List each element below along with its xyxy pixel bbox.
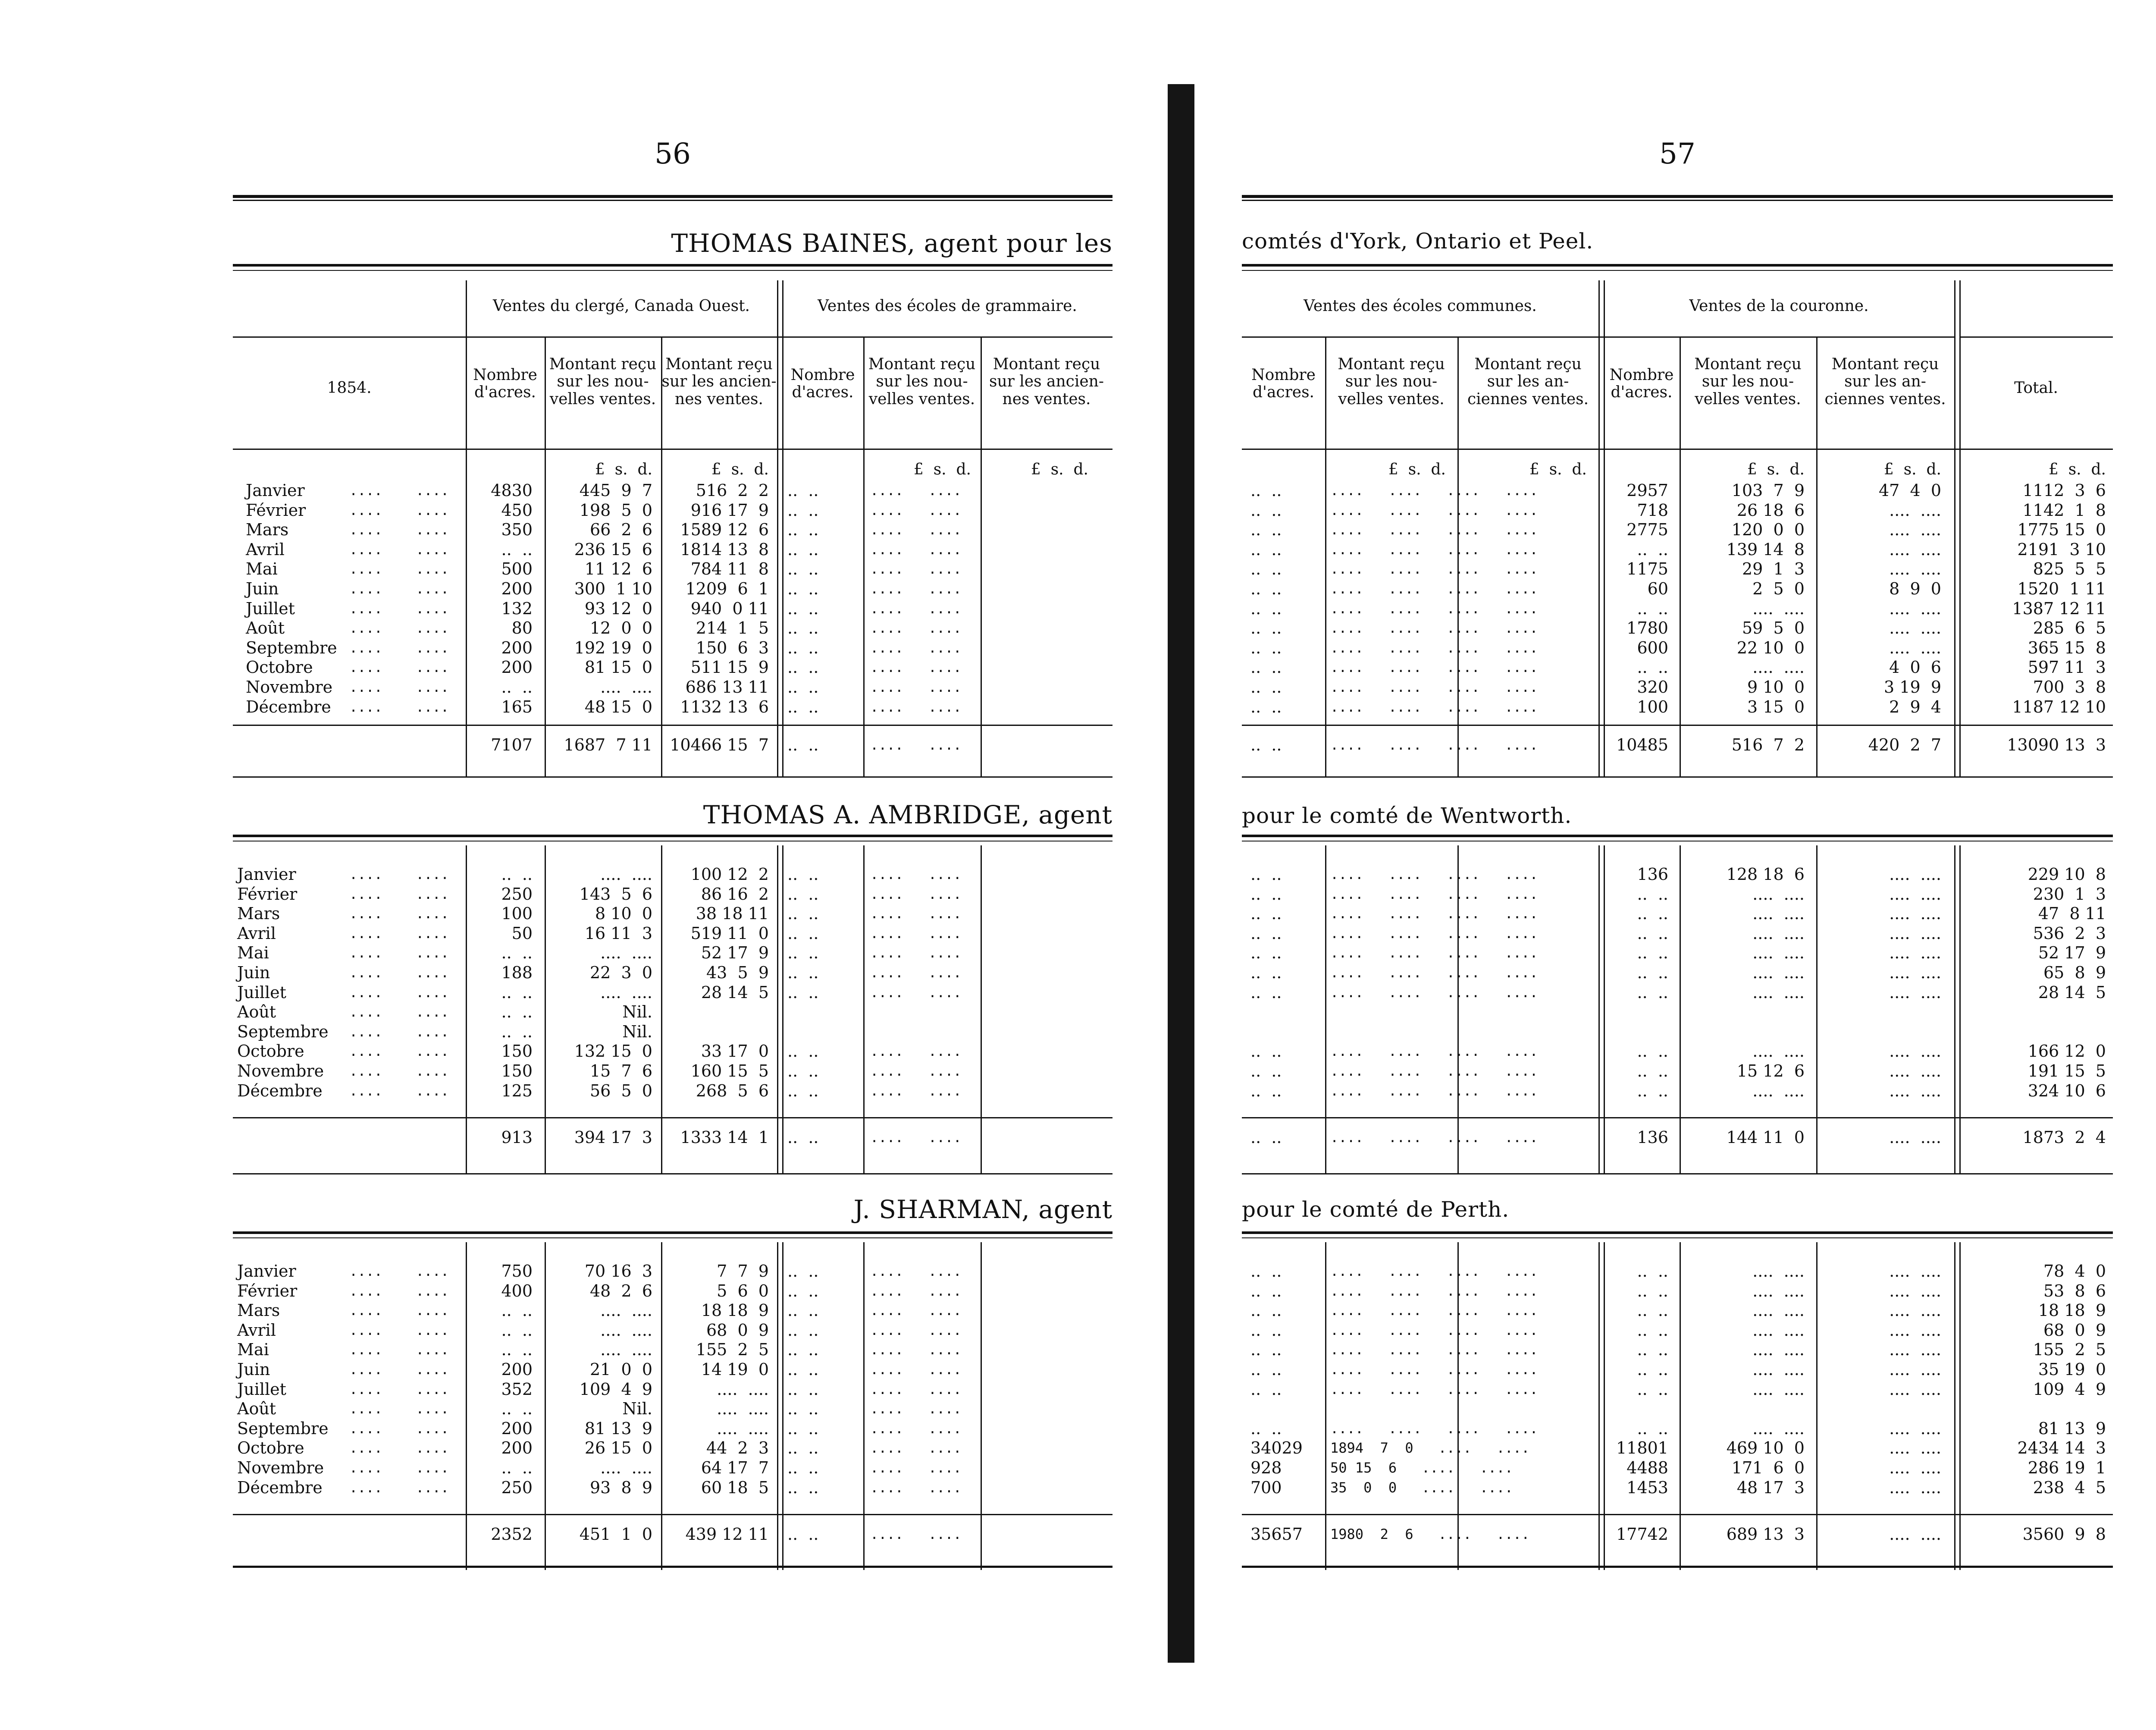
common-values-column: .... .... .... .... .... .... .... .... .... .... .... .... .... .... .... .... .... .... .... .... .... .... .... .... .... .... .... .... .... .... .... .... .... .... .... .... .... .... .... .... xyxy=(1330,866,1538,1099)
common-values-column: .... .... .... .... .... .... .... .... .... .... .... .... .... .... .... .... .... .... .... .... .... .... .... .... .... .... .... .... .... .... .... .... .... .... .... .... .... .... .... .... .... .... .... .... .... .... .... .... xyxy=(1330,482,1538,715)
common-acres-column: .. .. .. .. .. .. .. .. .. .. .. .. .. .. .. .. .. .. .. .. .. .. .. .. xyxy=(1250,481,1282,716)
crown-old-sales-column: 47 4 0 .... .... .... .... .... .... .... .... 8 9 0 .... .... .... .... .... .... 4 0 6 3 19 9 2 9 4 xyxy=(1878,481,1941,716)
table-header xyxy=(1242,280,2113,450)
crown-acres-column: 136 .. .. .. .. .. .. .. .. .. .. .. .. .. .. .. .. .. .. xyxy=(1637,865,1668,1100)
rule xyxy=(233,1173,1112,1174)
group-header-grammar: Ventes des écoles de grammaire. xyxy=(818,297,1077,315)
total-rule xyxy=(1242,1117,2113,1118)
grammar-acres-column: .. .. .. .. .. .. .. .. .. .. .. .. .. .. .. .. .. .. .. .. .. .. .. .. xyxy=(787,1262,819,1497)
common-acres-column: .. .. .. .. .. .. .. .. .. .. .. .. .. .. .. .. .. .. .. .. xyxy=(1250,865,1282,1100)
rule xyxy=(233,195,1112,201)
total-rule xyxy=(233,1514,1112,1515)
total-crown-new-sales: 689 13 3 xyxy=(1726,1525,1805,1544)
year-header: 1854. xyxy=(327,379,372,397)
acres-column: 4830 450 350 .. .. 500 200 132 80 200 200 .. .. 165 xyxy=(491,481,533,716)
total-header: Total. xyxy=(2014,379,2058,397)
total-new-sales: 394 17 3 xyxy=(574,1128,652,1147)
new-sales-column: 70 16 3 48 2 6 .... .... .... .... .... .... 21 0 0 109 4 9 Nil. 81 13 9 26 15 0 .... .... 93 8 9 xyxy=(579,1262,652,1497)
total-new-sales: 451 1 0 xyxy=(579,1525,652,1544)
total-acres: 2352 xyxy=(491,1525,533,1544)
common-acres-column: .. .. .. .. .. .. .. .. .. .. .. .. .. .. .. .. 34029 928 700 xyxy=(1250,1262,1303,1497)
section-title: comtés d'York, Ontario et Peel. xyxy=(1242,229,1594,254)
currency-units: £ s. d. xyxy=(595,461,652,478)
total-crown-old-sales: 420 2 7 xyxy=(1868,735,1941,754)
rule xyxy=(233,776,1112,778)
total-grammar-values: .... .... xyxy=(870,737,962,753)
grammar-values-column: .... .... .... .... .... .... .... .... .... .... .... .... .... .... .... .... .... .... .... .... .... .... .... .... xyxy=(870,482,962,715)
crown-old-sales-column: .... .... .... .... .... .... .... .... .... .... .... .... .... .... .... .... .... .... .... .... xyxy=(1889,865,1941,1100)
total-column: 229 10 8 230 1 3 47 8 11 536 2 3 52 17 9 65 8 9 28 14 5 166 12 0 191 15 5 324 10 6 xyxy=(2028,865,2106,1100)
total-old-sales: 1333 14 1 xyxy=(680,1128,769,1147)
total-crown-new-sales: 144 11 0 xyxy=(1726,1128,1805,1147)
grammar-acres-column: .. .. .. .. .. .. .. .. .. .. .. .. .. .. .. .. .. .. .. .. .. .. .. .. xyxy=(787,481,819,716)
row-leaders: .... .... .... .... .... .... .... .... .... .... .... .... .... .... .... .... .... .... .... .... .... .... .... .... xyxy=(349,866,449,1099)
group-header-clergy: Ventes du clergé, Canada Ouest. xyxy=(493,297,750,315)
month-labels: Janvier Février Mars Avril Mai Juin Juillet Août Septembre Octobre Novembre Décembre xyxy=(237,865,329,1100)
row-leaders: .... .... .... .... .... .... .... .... .... .... .... .... .... .... .... .... .... .... .... .... .... .... .... .... xyxy=(349,482,449,715)
group-header-crown: Ventes de la couronne. xyxy=(1689,297,1869,315)
crown-acres-column: 2957 718 2775 .. .. 1175 60 .. .. 1780 600 .. .. 320 100 xyxy=(1626,481,1668,716)
rule xyxy=(1242,1173,2113,1174)
section-title: THOMAS A. AMBRIDGE, agent xyxy=(703,800,1112,829)
currency-units: £ s. d. xyxy=(1031,461,1088,478)
new-sales-header: Montant reçu sur les nou- velles ventes. xyxy=(1694,355,1802,408)
grammar-acres-column: .. .. .. .. .. .. .. .. .. .. .. .. .. .. .. .. .. .. .. .. xyxy=(787,865,819,1100)
acres-column: 750 400 .. .. .. .. .. .. 200 352 .. .. 200 200 .. .. 250 xyxy=(501,1262,533,1497)
row-leaders: .... .... .... .... .... .... .... .... .... .... .... .... .... .... .... .... .... .... .... .... .... .... .... .... xyxy=(349,1263,449,1496)
total-grammar-acres: .. .. xyxy=(787,1525,819,1544)
month-labels: Janvier Février Mars Avril Mai Juin Juillet Août Septembre Octobre Novembre Décembre xyxy=(237,1262,329,1497)
grand-total: 3560 9 8 xyxy=(2022,1525,2106,1544)
rule xyxy=(1242,195,2113,201)
total-acres: 7107 xyxy=(491,735,533,754)
currency-units: £ s. d. xyxy=(1529,461,1587,478)
total-common-values: .... .... .... .... xyxy=(1330,1129,1538,1146)
total-grammar-values: .... .... xyxy=(870,1526,962,1542)
currency-units: £ s. d. xyxy=(913,461,971,478)
rule xyxy=(233,264,1112,271)
total-rule xyxy=(233,725,1112,726)
grand-total: 1873 2 4 xyxy=(2022,1128,2106,1147)
total-column: 1112 3 6 1142 1 8 1775 15 0 2191 3 10 825 5 5 1520 1 11 1387 12 11 285 6 5 365 15 8 597 11 3 700 3 8 1187 12 10 xyxy=(2012,481,2106,716)
old-sales-column: 516 2 2 916 17 9 1589 12 6 1814 13 8 784 11 8 1209 6 1 940 0 11 214 1 5 150 6 3 511 15 9 686 13 11 1132 13 6 xyxy=(680,481,769,716)
old-sales-column: 100 12 2 86 16 2 38 18 11 519 11 0 52 17 9 43 5 9 28 14 5 33 17 0 160 15 5 268 5 6 xyxy=(690,865,769,1100)
total-column: 78 4 0 53 8 6 18 18 9 68 0 9 155 2 5 35 19 0 109 4 9 81 13 9 2434 14 3 286 19 1 238 4 5 xyxy=(2017,1262,2106,1497)
total-old-sales: 10466 15 7 xyxy=(670,735,769,754)
acres-header: Nombre d'acres. xyxy=(790,366,855,402)
grand-total: 13090 13 3 xyxy=(2007,735,2106,754)
total-crown-acres: 10485 xyxy=(1616,735,1668,754)
total-grammar-values: .... .... xyxy=(870,1129,962,1146)
total-old-sales: 439 12 11 xyxy=(685,1525,769,1544)
total-common-acres: 35657 xyxy=(1250,1525,1303,1544)
section-title: pour le comté de Perth. xyxy=(1242,1197,1510,1222)
total-crown-old-sales: .... .... xyxy=(1889,1128,1941,1147)
total-acres: 913 xyxy=(501,1128,533,1147)
total-common-acres: .. .. xyxy=(1250,1128,1282,1147)
currency-units: £ s. d. xyxy=(711,461,769,478)
total-rule xyxy=(1242,1514,2113,1515)
rule xyxy=(1242,1566,2113,1568)
currency-units: £ s. d. xyxy=(1388,461,1446,478)
table-header xyxy=(233,280,1112,450)
acres-header: Nombre d'acres. xyxy=(1609,366,1674,402)
acres-column: .. .. 250 100 50 .. .. 188 .. .. .. .. .. .. 150 150 125 xyxy=(501,865,533,1100)
crown-new-sales-column: .... .... .... .... .... .... .... .... .... .... .... .... .... .... .... .... 469 10 0 171 6 0 48 17 3 xyxy=(1726,1262,1805,1497)
section-title: THOMAS BAINES, agent pour les xyxy=(671,229,1112,258)
book-spine xyxy=(1168,84,1194,1663)
total-grammar-acres: .. .. xyxy=(787,735,819,754)
grammar-values-column: .... .... .... .... .... .... .... .... .... .... .... .... .... .... .... .... .... .... .... .... .... .... .... .... xyxy=(870,1263,962,1496)
new-sales-header: Montant reçu sur les nou- velles ventes. xyxy=(549,355,657,408)
total-new-sales: 1687 7 11 xyxy=(564,735,652,754)
crown-new-sales-column: 103 7 9 26 18 6 120 0 0 139 14 8 29 1 3 2 5 0 .... .... 59 5 0 22 10 0 .... .... 9 10 0 3 15 0 xyxy=(1726,481,1805,716)
old-sales-header: Montant reçu sur les an- ciennes ventes. xyxy=(1824,355,1946,408)
crown-new-sales-column: 128 18 6 .... .... .... .... .... .... .... .... .... .... .... .... .... .... 15 12 6 .... .... xyxy=(1726,865,1805,1100)
total-common-acres: .. .. xyxy=(1250,735,1282,754)
new-sales-column: .... .... 143 5 6 8 10 0 16 11 3 .... .... 22 3 0 .... .... Nil. Nil. 132 15 0 15 7 6 56 5 0 xyxy=(574,865,652,1100)
total-crown-old-sales: .... .... xyxy=(1889,1525,1941,1544)
rule xyxy=(1242,264,2113,271)
crown-old-sales-column: .... .... .... .... .... .... .... .... .... .... .... .... .... .... .... .... .... .... .... .... .... .... xyxy=(1889,1262,1941,1497)
rule xyxy=(233,1231,1112,1238)
total-crown-acres: 17742 xyxy=(1616,1525,1668,1544)
total-rule xyxy=(1242,725,2113,726)
section-title: pour le comté de Wentworth. xyxy=(1242,803,1572,828)
common-values-column: .... .... .... .... .... .... .... .... .... .... .... .... .... .... .... .... .... .... .... .... .... .... .... .... .... .... .... .... .... .... .... .... 1894 7 0 .... .... 50 15 6 .... .... 35 0 0 .... .... xyxy=(1330,1263,1538,1496)
rule xyxy=(233,1566,1112,1568)
old-sales-header: Montant reçu sur les ancien- nes ventes. xyxy=(661,355,777,408)
currency-units: £ s. d. xyxy=(1747,461,1805,478)
new-sales-header: Montant reçu sur les nou- velles ventes. xyxy=(868,355,976,408)
currency-units: £ s. d. xyxy=(1883,461,1941,478)
crown-acres-column: .. .. .. .. .. .. .. .. .. .. .. .. .. .. .. .. 11801 4488 1453 xyxy=(1616,1262,1668,1497)
rule xyxy=(233,835,1112,841)
rule xyxy=(1242,776,2113,778)
old-sales-header: Montant reçu sur les ancien- nes ventes. xyxy=(989,355,1104,408)
old-sales-header: Montant reçu sur les an- ciennes ventes. xyxy=(1467,355,1589,408)
new-sales-header: Montant reçu sur les nou- velles ventes. xyxy=(1338,355,1445,408)
new-sales-column: 445 9 7 198 5 0 66 2 6 236 15 6 11 12 6 300 1 10 93 12 0 12 0 0 192 19 0 81 15 0 .... .... 48 15 0 xyxy=(574,481,652,716)
total-common-values: .... .... .... .... xyxy=(1330,737,1538,753)
rule xyxy=(1242,1231,2113,1238)
section-title: J. SHARMAN, agent xyxy=(853,1195,1112,1224)
grammar-values-column: .... .... .... .... .... .... .... .... .... .... .... .... .... .... .... .... .... .... .... .... xyxy=(870,866,962,1099)
total-grammar-acres: .. .. xyxy=(787,1128,819,1147)
group-header-common-schools: Ventes des écoles communes. xyxy=(1304,297,1537,315)
page-number: 56 xyxy=(655,137,691,170)
old-sales-column: 7 7 9 5 6 0 18 18 9 68 0 9 155 2 5 14 19 0 .... .... .... .... .... .... 44 2 3 64 17 7 60 18 5 xyxy=(696,1262,769,1497)
rule xyxy=(1242,835,2113,841)
page-number: 57 xyxy=(1659,137,1695,170)
acres-header: Nombre d'acres. xyxy=(1251,366,1316,402)
total-crown-new-sales: 516 7 2 xyxy=(1731,735,1805,754)
acres-header: Nombre d'acres. xyxy=(473,366,537,402)
total-rule xyxy=(233,1117,1112,1118)
month-labels: Janvier Février Mars Avril Mai Juin Juillet Août Septembre Octobre Novembre Décembre xyxy=(246,481,337,716)
total-crown-acres: 136 xyxy=(1637,1128,1668,1147)
currency-units: £ s. d. xyxy=(2048,461,2106,478)
total-common-values: 1980 2 6 .... .... xyxy=(1330,1526,1530,1542)
